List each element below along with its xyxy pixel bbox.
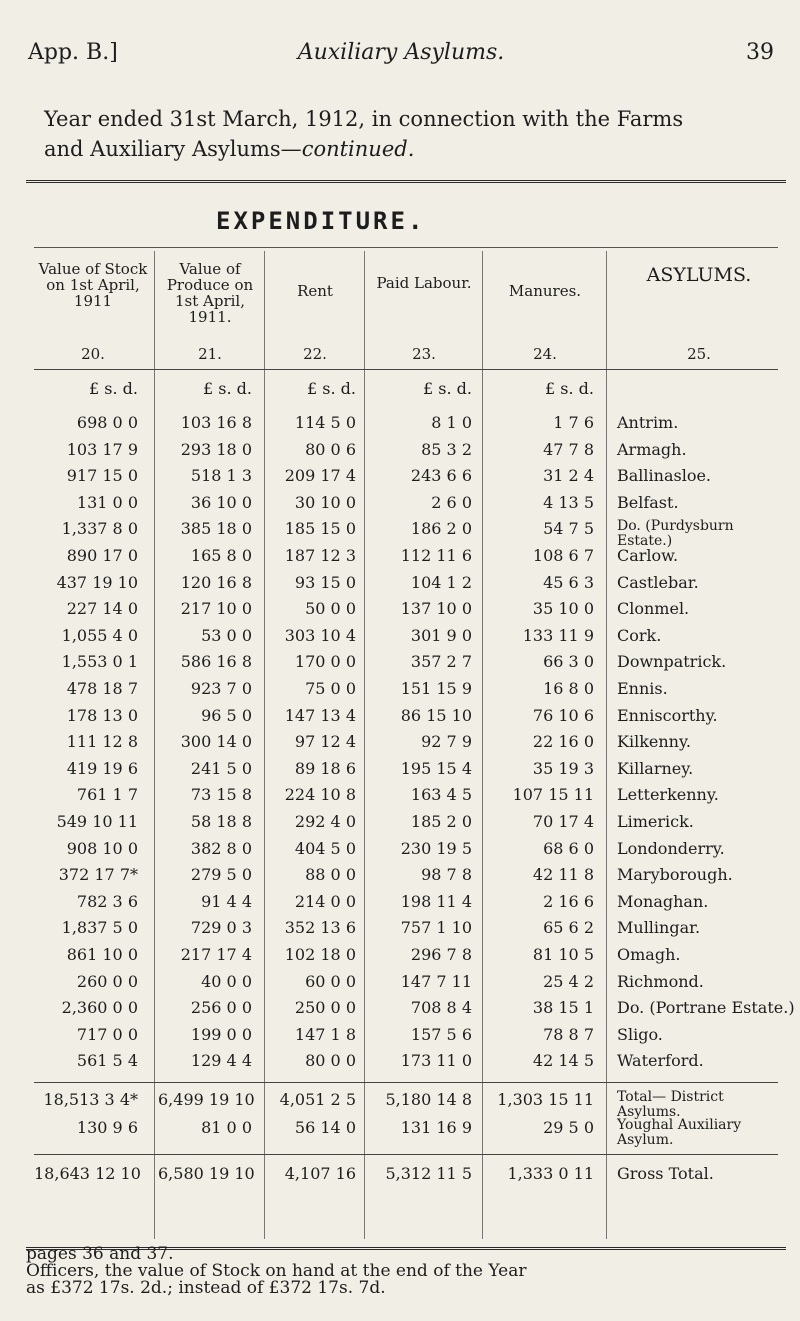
table-cell: 195 15 4 (400, 759, 472, 778)
table-cell: 133 11 9 (522, 626, 594, 645)
table-cell: 209 17 4 (284, 466, 356, 485)
table-cell: 56 14 0 (294, 1118, 356, 1137)
table-cell: 38 15 1 (532, 998, 594, 1017)
table-cell: 782 3 6 (76, 892, 138, 911)
table-row (26, 546, 786, 572)
table-cell: 53 0 0 (201, 626, 252, 645)
table-row (26, 1164, 786, 1190)
asylum-name: Kilkenny. (617, 732, 691, 751)
table-cell: 301 9 0 (410, 626, 472, 645)
table-cell: 104 1 2 (410, 573, 472, 592)
asylum-name: Maryborough. (617, 865, 733, 884)
table-cell: 42 14 5 (532, 1051, 594, 1070)
table-cell: 107 15 11 (512, 785, 594, 804)
table-cell: 66 3 0 (543, 652, 594, 671)
units-label: £ s. d. (423, 379, 472, 398)
table-cell: 76 10 6 (532, 706, 594, 725)
table-cell: 29 5 0 (543, 1118, 594, 1137)
column-head-asylums: ASYLUMS. (646, 264, 752, 286)
table-cell: 698 0 0 (76, 413, 138, 432)
table-cell: 86 15 10 (400, 706, 472, 725)
table-cell: 185 15 0 (284, 519, 356, 538)
asylum-name: Mullingar. (617, 918, 701, 937)
table-cell: 217 10 0 (180, 599, 252, 618)
title-rule (34, 247, 778, 248)
caption-line-2: and Auxiliary Asylums—continued. (44, 137, 415, 161)
table-cell: 1,303 15 11 (497, 1090, 594, 1109)
asylum-name: Monaghan. (617, 892, 709, 911)
table-cell: 96 5 0 (201, 706, 252, 725)
table-caption (44, 104, 784, 164)
table-cell: 908 10 0 (66, 839, 138, 858)
table-row (26, 518, 786, 549)
asylum-name: Downpatrick. (617, 652, 727, 671)
table-cell: 42 11 8 (532, 865, 594, 884)
table-cell: 65 6 2 (543, 918, 594, 937)
table-cell: 147 7 11 (400, 972, 472, 991)
column-head-labour: Paid Labour. (376, 274, 472, 292)
asylum-name: Sligo. (617, 1025, 663, 1044)
table-cell: 68 6 0 (543, 839, 594, 858)
table-row (26, 1025, 786, 1051)
table-row (26, 626, 786, 652)
asylum-name: Killarney. (617, 759, 694, 778)
table-cell: 372 17 7* (58, 865, 138, 884)
table-row (26, 466, 786, 492)
table-cell: 2 16 6 (543, 892, 594, 911)
table-cell: 1,553 0 1 (61, 652, 138, 671)
table-cell: 73 15 8 (190, 785, 252, 804)
header-rule (34, 369, 778, 370)
table-cell: 6,499 19 10 (158, 1090, 255, 1109)
table-cell: 478 18 7 (66, 679, 138, 698)
column-head-stock: Value of Stock on 1st April, 1911 (38, 260, 148, 310)
table-cell: 93 15 0 (294, 573, 356, 592)
asylum-name: Londonderry. (617, 839, 725, 858)
table-cell: 170 0 0 (294, 652, 356, 671)
asylum-name: Waterford. (617, 1051, 704, 1070)
table-cell: 1 7 6 (553, 413, 594, 432)
table-cell: 18,643 12 10 (34, 1164, 141, 1183)
table-cell: 549 10 11 (56, 812, 138, 831)
table-cell: 35 10 0 (532, 599, 594, 618)
table-cell: 256 0 0 (190, 998, 252, 1017)
table-cell: 586 16 8 (180, 652, 252, 671)
table-cell: 40 0 0 (201, 972, 252, 991)
asylum-name: Ballinasloe. (617, 466, 712, 485)
running-title: Auxiliary Asylums. (297, 40, 505, 65)
asylum-name: Ennis. (617, 679, 668, 698)
table-cell: 30 10 0 (294, 493, 356, 512)
table-cell: 45 6 3 (543, 573, 594, 592)
expenditure-table (26, 180, 795, 1250)
table-cell: 227 14 0 (66, 599, 138, 618)
caption-line-1: Year ended 31st March, 1912, in connection with the Farms (44, 107, 684, 131)
appendix-label: App. B.] (28, 40, 118, 65)
table-cell: 230 19 5 (400, 839, 472, 858)
table-cell: 81 0 0 (201, 1118, 252, 1137)
table-cell: 890 17 0 (66, 546, 138, 565)
table-cell: 186 2 0 (410, 519, 472, 538)
table-cell: 250 0 0 (294, 998, 356, 1017)
table-cell: 292 4 0 (294, 812, 356, 831)
table-cell: 4 13 5 (543, 493, 594, 512)
table-cell: 85 3 2 (421, 440, 472, 459)
table-cell: 300 14 0 (180, 732, 252, 751)
column-head-rent: Rent (297, 282, 333, 300)
table-cell: 224 10 8 (284, 785, 356, 804)
table-cell: 36 10 0 (190, 493, 252, 512)
table-cell: 151 15 9 (400, 679, 472, 698)
table-cell: 561 5 4 (76, 1051, 138, 1070)
table-cell: 1,333 0 11 (507, 1164, 594, 1183)
units-label: £ s. d. (89, 379, 138, 398)
page-number: 39 (746, 40, 774, 65)
table-cell: 165 8 0 (190, 546, 252, 565)
table-row (26, 892, 786, 918)
asylum-name: Do. (Portrane Estate.) (617, 998, 795, 1017)
table-cell: 2 6 0 (431, 493, 472, 512)
column-head-produce: Value of Produce on 1st April, 1911. (166, 260, 254, 326)
table-row (26, 759, 786, 785)
table-cell: 761 1 7 (76, 785, 138, 804)
table-cell: 103 17 9 (66, 440, 138, 459)
footnote (26, 1246, 526, 1297)
table-cell: 199 0 0 (190, 1025, 252, 1044)
asylum-name: Letterkenny. (617, 785, 719, 804)
table-cell: 1,055 4 0 (61, 626, 138, 645)
table-cell: 120 16 8 (180, 573, 252, 592)
table-cell: 4,107 16 (284, 1164, 356, 1183)
table-cell: 437 19 10 (56, 573, 138, 592)
table-cell: 54 7 5 (543, 519, 594, 538)
table-cell: 729 0 3 (190, 918, 252, 937)
total-rule (34, 1082, 778, 1083)
table-cell: 102 18 0 (284, 945, 356, 964)
asylum-name: Antrim. (617, 413, 679, 432)
table-cell: 129 4 4 (190, 1051, 252, 1070)
footnote-line-1: pages 36 and 37. (26, 1244, 174, 1264)
table-cell: 75 0 0 (305, 679, 356, 698)
table-cell: 303 10 4 (284, 626, 356, 645)
table-cell: 357 2 7 (410, 652, 472, 671)
table-cell: 78 8 7 (543, 1025, 594, 1044)
table-row (26, 732, 786, 758)
footnote-line-2: Officers, the value of Stock on hand at the end of the Year (26, 1261, 527, 1281)
table-cell: 5,180 14 8 (385, 1090, 472, 1109)
table-cell: 147 1 8 (294, 1025, 356, 1044)
asylum-name: Richmond. (617, 972, 704, 991)
table-row (26, 812, 786, 838)
table-cell: 108 6 7 (532, 546, 594, 565)
table-cell: 260 0 0 (76, 972, 138, 991)
column-number: 20. (81, 345, 105, 363)
table-cell: 91 4 4 (201, 892, 252, 911)
table-cell: 352 13 6 (284, 918, 356, 937)
column-number: 21. (198, 345, 222, 363)
table-cell: 131 16 9 (400, 1118, 472, 1137)
footnote-line-3: as £372 17s. 2d.; instead of £372 17s. 7d. (26, 1278, 386, 1298)
table-cell: 198 11 4 (400, 892, 472, 911)
units-label: £ s. d. (545, 379, 594, 398)
running-head (28, 40, 774, 74)
table-cell: 8 1 0 (431, 413, 472, 432)
units-label: £ s. d. (307, 379, 356, 398)
table-cell: 187 12 3 (284, 546, 356, 565)
table-cell: 97 12 4 (294, 732, 356, 751)
table-row (26, 1089, 786, 1120)
table-cell: 89 18 6 (294, 759, 356, 778)
asylum-name: Youghal Auxiliary Asylum. (617, 1117, 742, 1148)
table-cell: 717 0 0 (76, 1025, 138, 1044)
table-cell: 114 5 0 (294, 413, 356, 432)
table-cell: 185 2 0 (410, 812, 472, 831)
table-cell: 131 0 0 (76, 493, 138, 512)
table-cell: 214 0 0 (294, 892, 356, 911)
asylum-name: Limerick. (617, 812, 694, 831)
table-cell: 80 0 6 (305, 440, 356, 459)
asylum-name: Do. (Purdysburn Estate.) (617, 518, 734, 549)
table-cell: 58 18 8 (190, 812, 252, 831)
table-cell: 70 17 4 (532, 812, 594, 831)
table-cell: 130 9 6 (76, 1118, 138, 1137)
asylum-name: Carlow. (617, 546, 679, 565)
table-row (26, 1051, 786, 1077)
column-head-manures: Manures. (508, 282, 582, 300)
table-cell: 50 0 0 (305, 599, 356, 618)
column-number: 24. (533, 345, 557, 363)
table-cell: 6,580 19 10 (158, 1164, 255, 1183)
table-cell: 80 0 0 (305, 1051, 356, 1070)
column-number: 23. (412, 345, 436, 363)
table-row (26, 918, 786, 944)
asylum-name: Omagh. (617, 945, 681, 964)
column-number: 22. (303, 345, 327, 363)
asylum-name: Armagh. (617, 440, 687, 459)
table-cell: 22 16 0 (532, 732, 594, 751)
table-cell: 173 11 0 (400, 1051, 472, 1070)
table-cell: 293 18 0 (180, 440, 252, 459)
table-cell: 2,360 0 0 (61, 998, 138, 1017)
table-row (26, 1117, 786, 1148)
table-cell: 296 7 8 (410, 945, 472, 964)
table-cell: 757 1 10 (400, 918, 472, 937)
table-cell: 1,837 5 0 (61, 918, 138, 937)
table-cell: 92 7 9 (421, 732, 472, 751)
asylum-name: Belfast. (617, 493, 679, 512)
table-cell: 4,051 2 5 (279, 1090, 356, 1109)
asylum-name: Clonmel. (617, 599, 690, 618)
table-cell: 241 5 0 (190, 759, 252, 778)
table-cell: 111 12 8 (66, 732, 138, 751)
table-cell: 112 11 6 (400, 546, 472, 565)
asylum-name: Cork. (617, 626, 662, 645)
table-cell: 861 10 0 (66, 945, 138, 964)
table-cell: 708 8 4 (410, 998, 472, 1017)
table-row (26, 865, 786, 891)
table-cell: 16 8 0 (543, 679, 594, 698)
table-cell: 217 17 4 (180, 945, 252, 964)
table-cell: 157 5 6 (410, 1025, 472, 1044)
table-row (26, 998, 795, 1024)
gross-rule (34, 1154, 778, 1155)
table-row (26, 440, 786, 466)
table-cell: 5,312 11 5 (385, 1164, 472, 1183)
table-row (26, 493, 786, 519)
table-cell: 518 1 3 (190, 466, 252, 485)
asylum-name: Total— District Asylums. (617, 1089, 724, 1120)
table-cell: 147 13 4 (284, 706, 356, 725)
table-cell: 419 19 6 (66, 759, 138, 778)
column-number: 25. (687, 345, 711, 363)
units-label: £ s. d. (203, 379, 252, 398)
table-cell: 178 13 0 (66, 706, 138, 725)
table-cell: 1,337 8 0 (61, 519, 138, 538)
table-cell: 279 5 0 (190, 865, 252, 884)
table-row (26, 706, 786, 732)
table-row (26, 413, 786, 439)
table-cell: 81 10 5 (532, 945, 594, 964)
table-cell: 98 7 8 (421, 865, 472, 884)
table-title: EXPENDITURE. (216, 207, 426, 235)
table-cell: 103 16 8 (180, 413, 252, 432)
table-cell: 18,513 3 4* (43, 1090, 138, 1109)
table-cell: 25 4 2 (543, 972, 594, 991)
asylum-name: Gross Total. (617, 1164, 714, 1183)
table-row (26, 972, 786, 998)
table-cell: 404 5 0 (294, 839, 356, 858)
table-cell: 917 15 0 (66, 466, 138, 485)
asylum-name: Castlebar. (617, 573, 699, 592)
table-row (26, 573, 786, 599)
table-cell: 47 7 8 (543, 440, 594, 459)
table-row (26, 599, 786, 625)
table-cell: 31 2 4 (543, 466, 594, 485)
table-cell: 35 19 3 (532, 759, 594, 778)
table-cell: 923 7 0 (190, 679, 252, 698)
table-cell: 60 0 0 (305, 972, 356, 991)
table-cell: 163 4 5 (410, 785, 472, 804)
table-row (26, 652, 786, 678)
asylum-name: Enniscorthy. (617, 706, 718, 725)
table-cell: 382 8 0 (190, 839, 252, 858)
table-cell: 385 18 0 (180, 519, 252, 538)
table-cell: 243 6 6 (410, 466, 472, 485)
table-row (26, 679, 786, 705)
table-row (26, 785, 786, 811)
table-row (26, 839, 786, 865)
table-row (26, 945, 786, 971)
table-cell: 88 0 0 (305, 865, 356, 884)
table-cell: 137 10 0 (400, 599, 472, 618)
